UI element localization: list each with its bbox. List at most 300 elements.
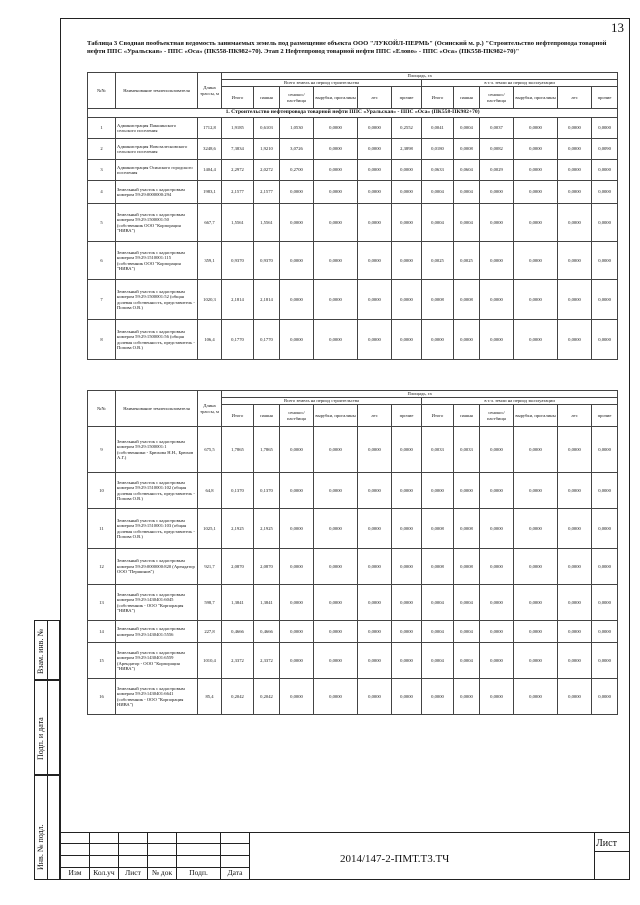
row-area-value: 0,0000 (358, 280, 392, 320)
side-label-sign-date: Подп. и дата (36, 717, 45, 760)
row-area-value: 0,0000 (480, 473, 514, 509)
row-area-value: 0,0000 (358, 118, 392, 139)
stamp-col-kolvo: Кол.уч (89, 867, 119, 880)
row-area-value: 1,3841 (222, 585, 254, 621)
row-area-value: 0,0000 (358, 204, 392, 242)
row-area-value: 0,0000 (422, 473, 454, 509)
row-area-value: 0,0000 (314, 118, 358, 139)
row-area-value: 0,0000 (514, 118, 558, 139)
table-row (88, 679, 618, 715)
row-area-value: 0,0000 (514, 549, 558, 585)
col-length-header: Длина трассы, м (198, 73, 222, 109)
row-area-value: 0,0004 (454, 204, 480, 242)
row-area-value: 0,0000 (314, 139, 358, 160)
table-row (88, 204, 618, 242)
row-area-value: 0,0041 (422, 118, 454, 139)
row-length: 3248,6 (198, 139, 222, 160)
col-area-header: Площадь, га (222, 73, 618, 80)
row-area-value: 0,0000 (514, 181, 558, 204)
section-title: 1. Строительство нефтепровода товарной нефти ППС «Уральская» - ППС «Оса» (ПК558-ПК982+70) (88, 109, 618, 118)
row-area-value: 0,0000 (392, 621, 422, 643)
row-area-value: 0,0000 (358, 320, 392, 360)
row-area-value: 0,0000 (392, 549, 422, 585)
row-area-value: 0,0008 (454, 280, 480, 320)
row-area-value: 0,0000 (422, 679, 454, 715)
subheader-build-1: пашня (254, 405, 280, 427)
row-area-value: 0,0000 (392, 160, 422, 181)
row-area-value: 0,0004 (422, 621, 454, 643)
row-length: 1010,4 (198, 643, 222, 679)
subheader-build-5: прочие (392, 87, 422, 109)
row-area-value: 0,0000 (358, 585, 392, 621)
row-area-value: 0,0004 (422, 181, 454, 204)
row-area-value: 0,0000 (592, 473, 618, 509)
row-area-value: 0,0000 (392, 585, 422, 621)
row-area-value: 0,0000 (592, 320, 618, 360)
subheader-build-4: лес (358, 405, 392, 427)
row-area-value: 2,2972 (222, 160, 254, 181)
row-area-value: 0,0000 (480, 204, 514, 242)
row-area-value: 0,0000 (480, 585, 514, 621)
subheader-build-3: вырубки, прогалины (314, 405, 358, 427)
table-row (88, 242, 618, 280)
row-area-value: 2,1814 (254, 280, 280, 320)
table-row (88, 280, 618, 320)
row-area-value: 0,0000 (514, 621, 558, 643)
row-area-value: 0,0000 (480, 621, 514, 643)
row-area-value: 0,0604 (454, 160, 480, 181)
row-owner-name: Администрация Новозалесновского сельского поселения (116, 139, 198, 160)
stamp-col-izm: Изм (60, 867, 90, 880)
table-row (88, 118, 618, 139)
row-area-value: 3,0726 (280, 139, 314, 160)
row-number: 4 (88, 181, 116, 204)
row-area-value: 2,0272 (254, 160, 280, 181)
row-length: 921,7 (198, 549, 222, 585)
row-owner-name: Земельный участок с кадастровым номером 59:29:1430401:6045 (собственник - ООО "Корпорация "НИВА") (116, 585, 198, 621)
row-area-value: 0,0000 (314, 280, 358, 320)
subheader-oper-2: сенокос/ пастбища (480, 87, 514, 109)
row-area-value: 0,0000 (314, 585, 358, 621)
row-area-value: 0,0000 (480, 679, 514, 715)
sheet-label: Лист (596, 838, 617, 849)
row-area-value: 0,0000 (454, 679, 480, 715)
row-area-value: 2,1577 (254, 181, 280, 204)
side-label-inv-orig: Инв. № подл. (36, 824, 45, 870)
subheader-oper-4: лес (558, 405, 592, 427)
row-area-value: 1,0530 (280, 118, 314, 139)
row-area-value: 0,0000 (280, 585, 314, 621)
row-area-value: 0,0000 (314, 679, 358, 715)
row-area-value: 0,0000 (280, 427, 314, 473)
row-area-value: 0,0000 (314, 320, 358, 360)
row-area-value: 0,0004 (422, 643, 454, 679)
subheader-oper-1: пашня (454, 405, 480, 427)
col-num-header: №№ (88, 391, 116, 427)
row-number: 11 (88, 509, 116, 549)
row-area-value: 0,0000 (314, 643, 358, 679)
row-area-value: 0,0000 (558, 280, 592, 320)
row-number: 10 (88, 473, 116, 509)
stamp-col-ndok: № док (147, 867, 177, 880)
section-row (88, 109, 618, 118)
row-area-value: 1,9210 (254, 139, 280, 160)
row-area-value: 0,9370 (222, 242, 254, 280)
page-number: 13 (611, 20, 624, 35)
row-number: 9 (88, 427, 116, 473)
row-area-value: 0,0000 (280, 509, 314, 549)
row-area-value: 0,0025 (422, 242, 454, 280)
table-row (88, 509, 618, 549)
row-area-value: 0,0000 (358, 679, 392, 715)
row-length: 85,4 (198, 679, 222, 715)
table-row (88, 549, 618, 585)
row-owner-name: Земельный участок с кадастровым номером 59:29:1510001:115 (собственник ООО "Корпорация "НИВА") (116, 242, 198, 280)
row-number: 16 (88, 679, 116, 715)
row-area-value: 0,0000 (358, 139, 392, 160)
stamp-col-data: Дата (220, 867, 250, 880)
row-length: 227,8 (198, 621, 222, 643)
row-area-value: 0,4666 (222, 621, 254, 643)
row-area-value: 2,0870 (222, 549, 254, 585)
row-area-value: 0,0000 (514, 585, 558, 621)
row-area-value: 0,0000 (558, 549, 592, 585)
land-table-part-2 (87, 390, 618, 715)
row-area-value: 0,0082 (480, 139, 514, 160)
row-area-value: 0,4666 (254, 621, 280, 643)
row-area-value: 0,0029 (480, 160, 514, 181)
row-area-value: 0,0000 (280, 679, 314, 715)
row-area-value: 0,0000 (592, 643, 618, 679)
row-area-value: 0,0000 (592, 509, 618, 549)
subheader-build-3: вырубки, прогалины (314, 87, 358, 109)
row-number: 14 (88, 621, 116, 643)
subheader-oper-5: прочие (592, 87, 618, 109)
row-area-value: 0,0000 (314, 427, 358, 473)
subheader-oper-1: пашня (454, 87, 480, 109)
row-area-value: 0,0008 (422, 549, 454, 585)
row-number: 8 (88, 320, 116, 360)
row-area-value: 0,0000 (514, 679, 558, 715)
row-area-value: 0,0000 (592, 679, 618, 715)
document-code: 2014/147-2-ПМТ.Т3.ТЧ (340, 853, 450, 865)
row-number: 13 (88, 585, 116, 621)
row-area-value: 0,0008 (454, 509, 480, 549)
row-area-value: 0,0000 (280, 473, 314, 509)
stamp-col-list: Лист (118, 867, 148, 880)
row-owner-name: Земельный участок с кадастровым номером 59:29:1500001:50 (собственник ООО "Корпорация "НИВА") (116, 204, 198, 242)
row-number: 1 (88, 118, 116, 139)
subheader-oper-0: Итого (422, 405, 454, 427)
row-length: 667,7 (198, 204, 222, 242)
row-area-value: 7,3834 (222, 139, 254, 160)
row-area-value: 0,0000 (558, 139, 592, 160)
row-area-value: 0,1370 (222, 473, 254, 509)
row-area-value: 0,0000 (314, 160, 358, 181)
row-area-value: 0,0000 (514, 320, 558, 360)
row-area-value: 0,9370 (254, 242, 280, 280)
row-area-value: 0,0000 (358, 549, 392, 585)
row-area-value: 0,0000 (592, 242, 618, 280)
row-area-value: 0,0000 (454, 320, 480, 360)
row-area-value: 0,0000 (514, 139, 558, 160)
row-area-value: 0,0000 (392, 473, 422, 509)
row-area-value: 0,0000 (514, 242, 558, 280)
row-area-value: 0,2042 (254, 679, 280, 715)
table-row (88, 160, 618, 181)
row-area-value: 2,0870 (254, 549, 280, 585)
row-area-value: 0,0000 (280, 181, 314, 204)
row-area-value: 0,0000 (392, 643, 422, 679)
table-row (88, 320, 618, 360)
row-area-value: 0,0000 (392, 181, 422, 204)
col-num-header: №№ (88, 73, 116, 109)
row-area-value: 0,0000 (480, 181, 514, 204)
row-area-value: 0,0000 (558, 621, 592, 643)
row-area-value: 1,7865 (254, 427, 280, 473)
row-area-value: 0,0000 (314, 549, 358, 585)
row-area-value: 0,0000 (592, 549, 618, 585)
row-area-value: 0,0000 (558, 679, 592, 715)
row-area-value: 0,2700 (280, 160, 314, 181)
row-area-value: 0,0000 (480, 509, 514, 549)
row-area-value: 0,0180 (422, 139, 454, 160)
row-area-value: 1,3841 (254, 585, 280, 621)
row-number: 15 (88, 643, 116, 679)
row-area-value: 0,0008 (454, 549, 480, 585)
row-length: 1712,8 (198, 118, 222, 139)
row-area-value: 0,0000 (558, 473, 592, 509)
row-length: 64,8 (198, 473, 222, 509)
row-owner-name: Земельный участок с кадастровым номером 59:29:1430401:6641 (собственник - ООО "Корпорация НИВА") (116, 679, 198, 715)
row-area-value: 0,0004 (454, 585, 480, 621)
row-area-value: 0,0000 (558, 509, 592, 549)
row-area-value: 0,0000 (314, 242, 358, 280)
row-area-value: 0,0000 (480, 643, 514, 679)
row-area-value: 0,0090 (592, 139, 618, 160)
row-area-value: 0,0004 (454, 181, 480, 204)
subheader-oper-5: прочие (592, 405, 618, 427)
row-owner-name: Администрация Пакшинского сельского поселения (116, 118, 198, 139)
row-area-value: 0,0000 (280, 204, 314, 242)
row-area-value: 1,5561 (222, 204, 254, 242)
row-owner-name: Земельный участок с кадастровым номером 59:29:1500001:1 (собственники - Брюхова Н.Н., Брюхов А.Г.) (116, 427, 198, 473)
row-area-value: 0,0025 (454, 242, 480, 280)
row-area-value: 0,6103 (254, 118, 280, 139)
row-area-value: 0,0000 (358, 509, 392, 549)
row-area-value: 0,0037 (480, 118, 514, 139)
row-area-value: 0,0033 (454, 427, 480, 473)
row-area-value: 0,0000 (314, 621, 358, 643)
row-area-value: 0,0008 (422, 280, 454, 320)
row-area-value: 0,0000 (280, 549, 314, 585)
row-owner-name: Земельный участок с кадастровым номером 59:29:1510001:102 (общая долевая собственность, представитель - Попова О.В.) (116, 473, 198, 509)
table-row (88, 181, 618, 204)
subheader-build-2: сенокос/ пастбища (280, 405, 314, 427)
row-number: 2 (88, 139, 116, 160)
row-length: 598,7 (198, 585, 222, 621)
col-build-header: Всего земель на период строительства (222, 398, 422, 405)
row-area-value: 0,0000 (592, 427, 618, 473)
subheader-oper-4: лес (558, 87, 592, 109)
subheader-oper-3: вырубки, прогалины (514, 87, 558, 109)
row-area-value: 0,0000 (558, 320, 592, 360)
row-area-value: 0,0000 (358, 160, 392, 181)
row-area-value: 0,0000 (558, 118, 592, 139)
row-area-value: 0,0000 (314, 473, 358, 509)
row-area-value: 0,0004 (454, 118, 480, 139)
row-area-value: 0,0000 (392, 427, 422, 473)
row-area-value: 0,0000 (422, 320, 454, 360)
row-area-value: 0,0004 (422, 585, 454, 621)
table-row (88, 473, 618, 509)
subheader-build-0: Итого (222, 87, 254, 109)
row-area-value: 0,0000 (558, 427, 592, 473)
col-oper-header: в т.ч. земли на период эксплуатации (422, 398, 618, 405)
row-area-value: 0,0000 (358, 473, 392, 509)
row-length: 106,4 (198, 320, 222, 360)
row-area-value: 0,0000 (514, 280, 558, 320)
col-name-header: Наименование землепользователя (116, 73, 198, 109)
subheader-build-2: сенокос/ пастбища (280, 87, 314, 109)
row-length: 1404,4 (198, 160, 222, 181)
row-area-value: 2,1925 (222, 509, 254, 549)
row-area-value: 2,3898 (392, 139, 422, 160)
row-area-value: 0,0000 (280, 621, 314, 643)
subheader-build-4: лес (358, 87, 392, 109)
row-area-value: 2,3372 (222, 643, 254, 679)
row-area-value: 0,0033 (422, 427, 454, 473)
subheader-oper-0: Итого (422, 87, 454, 109)
row-area-value: 0,0004 (454, 643, 480, 679)
row-area-value: 0,0000 (314, 204, 358, 242)
row-area-value: 0,0000 (358, 427, 392, 473)
row-area-value: 0,0000 (480, 320, 514, 360)
row-area-value: 0,0000 (514, 509, 558, 549)
row-area-value: 0,0000 (592, 204, 618, 242)
row-area-value: 0,0000 (514, 204, 558, 242)
table-row (88, 643, 618, 679)
row-area-value: 0,0000 (480, 549, 514, 585)
row-owner-name: Земельный участок с кадастровым номером 59:29:1500001:52 (общая долевая собственность, представитель - Попова О.В.) (116, 280, 198, 320)
row-area-value: 0,0000 (480, 427, 514, 473)
row-area-value: 0,1370 (254, 473, 280, 509)
row-number: 7 (88, 280, 116, 320)
land-table-part-1 (87, 72, 618, 360)
row-area-value: 0,0000 (314, 181, 358, 204)
row-area-value: 0,0000 (558, 204, 592, 242)
row-area-value: 2,1925 (254, 509, 280, 549)
stamp-col-podp: Подп. (176, 867, 221, 880)
subheader-build-0: Итого (222, 405, 254, 427)
row-area-value: 0,0000 (280, 242, 314, 280)
row-owner-name: Администрация Осинского городского поселения (116, 160, 198, 181)
subheader-build-1: пашня (254, 87, 280, 109)
row-area-value: 0,0000 (592, 621, 618, 643)
row-area-value: 0,0000 (514, 427, 558, 473)
row-number: 6 (88, 242, 116, 280)
row-area-value: 0,0000 (358, 181, 392, 204)
col-oper-header: в т.ч. земли на период эксплуатации (422, 80, 618, 87)
row-area-value: 1,5561 (254, 204, 280, 242)
subheader-build-5: прочие (392, 405, 422, 427)
row-area-value: 0,0000 (358, 621, 392, 643)
table-row (88, 585, 618, 621)
row-area-value: 0,0000 (392, 679, 422, 715)
row-area-value: 0,0000 (558, 181, 592, 204)
row-length: 1020,3 (198, 280, 222, 320)
row-owner-name: Земельный участок с кадастровым номером 59:29:0000000:294 (116, 181, 198, 204)
row-number: 5 (88, 204, 116, 242)
row-area-value: 0,0000 (558, 160, 592, 181)
row-area-value: 0,2552 (392, 118, 422, 139)
row-owner-name: Земельный участок с кадастровым номером 59:29:1500001:56 (общая долевая собственность, представитель - Попова О.В.) (116, 320, 198, 360)
col-length-header: Длина трассы, м (198, 391, 222, 427)
row-area-value: 0,0000 (514, 643, 558, 679)
row-area-value: 0,0000 (392, 280, 422, 320)
row-area-value: 0,0000 (392, 242, 422, 280)
row-owner-name: Земельный участок с кадастровым номером 59:29:1510001:103 (общая долевая собственность, представитель - Попова О.В.) (116, 509, 198, 549)
row-number: 12 (88, 549, 116, 585)
row-area-value: 0,0000 (280, 280, 314, 320)
row-area-value: 0,0000 (592, 181, 618, 204)
row-area-value: 0,0000 (280, 643, 314, 679)
row-length: 359,1 (198, 242, 222, 280)
row-area-value: 2,3372 (254, 643, 280, 679)
row-area-value: 0,0000 (558, 242, 592, 280)
row-area-value: 0,0000 (592, 280, 618, 320)
table-row (88, 427, 618, 473)
row-area-value: 0,0000 (392, 320, 422, 360)
row-area-value: 0,0000 (514, 160, 558, 181)
col-area-header: Площадь, га (222, 391, 618, 398)
row-area-value: 1,7865 (222, 427, 254, 473)
row-area-value: 0,0000 (480, 280, 514, 320)
table-title: Таблица 3 Сводная пообъектная ведомость занимаемых земель под размещение объекта ООО "ЛУКОЙЛ-ПЕРМЬ" (Осинский м. р.) "Строительство нефтепровода товарной нефти ППС «Уральская» - ППС «Оса» (ПК558-ПК982+70). Этап 2 Нефтепровод товарной нефти ППС «Еловo» - ППС «Оса» (ПК558-ПК982+70)" (87, 40, 607, 56)
row-area-value: 0,0004 (454, 621, 480, 643)
row-area-value: 2,1814 (222, 280, 254, 320)
row-area-value: 0,0000 (480, 242, 514, 280)
table-row (88, 139, 618, 160)
row-area-value: 0,0000 (280, 320, 314, 360)
row-area-value: 0,0000 (358, 643, 392, 679)
row-area-value: 0,0000 (358, 242, 392, 280)
row-area-value: 0,0008 (454, 139, 480, 160)
row-area-value: 0,0004 (422, 204, 454, 242)
row-number: 3 (88, 160, 116, 181)
row-length: 1983,1 (198, 181, 222, 204)
row-area-value: 0,0000 (392, 204, 422, 242)
row-owner-name: Земельный участок с кадастровым номером 59:29:1430401:6559 (Арендатор - ООО "Корпорация "НИВА") (116, 643, 198, 679)
row-area-value: 0,0000 (558, 643, 592, 679)
row-owner-name: Земельный участок с кадастровым номером 59:29:1430401:5556 (116, 621, 198, 643)
row-area-value: 2,1577 (222, 181, 254, 204)
subheader-oper-3: вырубки, прогалины (514, 405, 558, 427)
side-label-replace-inv: Взам. инв. № (36, 628, 45, 674)
row-area-value: 0,0000 (392, 509, 422, 549)
col-build-header: Всего земель на период строительства (222, 80, 422, 87)
table-row (88, 621, 618, 643)
row-length: 675,5 (198, 427, 222, 473)
row-area-value: 0,1770 (254, 320, 280, 360)
row-length: 1025,1 (198, 509, 222, 549)
row-area-value: 0,0000 (592, 118, 618, 139)
row-area-value: 0,1770 (222, 320, 254, 360)
row-area-value: 0,0000 (314, 509, 358, 549)
row-area-value: 0,0633 (422, 160, 454, 181)
col-name-header: Наименование землепользователя (116, 391, 198, 427)
row-area-value: 0,0000 (592, 585, 618, 621)
